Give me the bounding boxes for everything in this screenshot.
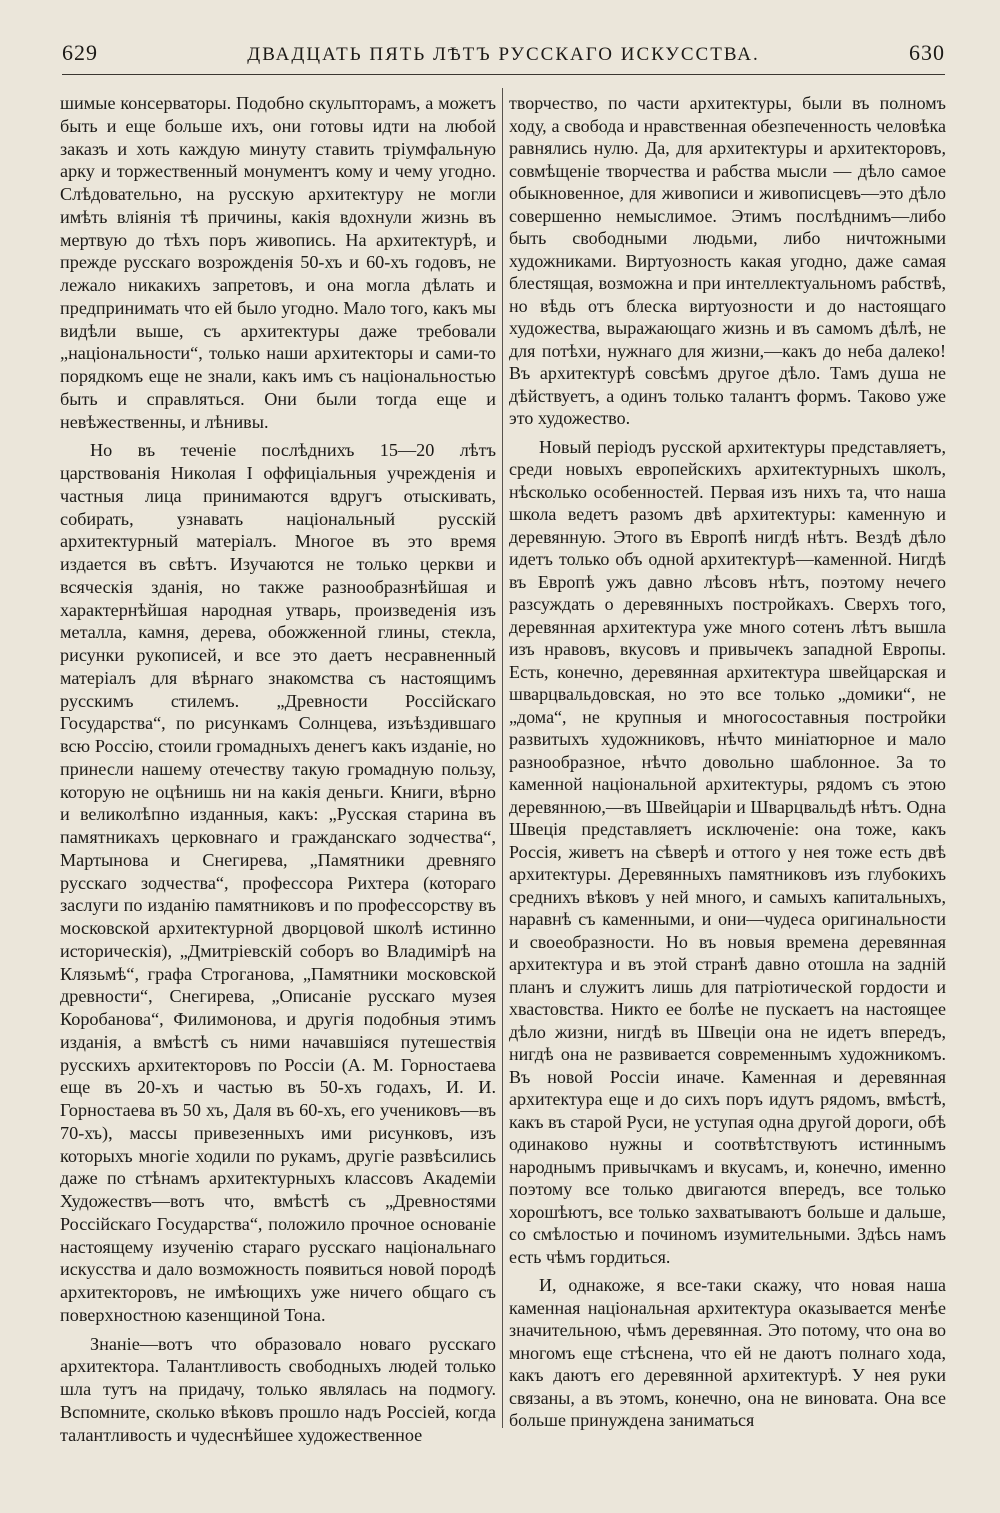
page-number-right: 630 (909, 40, 945, 65)
left-paragraph-2: Но въ теченіе послѣднихъ 15—20 лѣтъ царствованія Николая I оффиціальныя учрежденія и частныя лица принимаются вдругъ отыскивать, собирать, узнавать національный русскій архитектурный матеріалъ. Многое въ это время издается въ свѣтъ. Изучаются не только церкви и всяческія зданія, но также разнообразнѣйшая и характернѣйшая народная утварь, произведенія изъ металла, камня, дерева, обожженной глины, стекла, рисунки рукописей, и все это даетъ несравненный матеріалъ для вѣрнаго знакомства съ настоящимъ русскимъ стилемъ. „Древности Россійскаго Государства“, по рисункамъ Солнцева, изъѣздившаго всю Россію, стоили громадныхъ денегъ какъ изданіе, но принесли нашему отечеству такую громадную пользу, которую не оцѣнишь ни на какія деньги. Книги, вѣрно и великолѣпно изданныя, какъ: „Русская старина въ памятникахъ церковнаго и гражданскаго зодчества“, Мартынова и Снегирева, „Памятники древняго русскаго зодчества“, профессора Рихтера (котораго заслуги по изданію памятниковъ и по профессорству въ московской архитектурной дворцовой школѣ истинно историческія), „Дмитріевскій соборъ во Владимірѣ на Клязьмѣ“, графа Строганова, „Памятники московской древности“, Снегирева, „Описаніе русскаго музея Коробанова“, Филимонова, и другія подобныя этимъ изданія, а вмѣстѣ съ ними начавшіяся путешествія русскихъ архитекторовъ по Россіи (А. М. Горностаева еще въ 20-хъ и частью въ 50-хъ годахъ, И. И. Горностаева въ 50 хъ, Даля въ 60-хъ, его учениковъ—въ 70-хъ), массы привезенныхъ ими рисунковъ, изъ которыхъ многіе ходили по рукамъ, другіе развѣсились даже по стѣнамъ архитектурныхъ классовъ Академіи Художествъ—вотъ что, вмѣстѣ съ „Древностями Россійскаго Государства“, положило прочное основаніе настоящему изученію стараго русскаго національнаго искусства и дало возможность появиться новой породѣ архитекторовъ, не имѣющихъ уже ничего общаго съ поверхностною казенщиной Тона. (60, 440, 496, 1325)
column-divider (502, 88, 503, 1428)
left-paragraph-1: шимые консерваторы. Подобно скульпторамъ, а можетъ быть и еще больше ихъ, они готовы идти на любой заказъ и хоть каждую минуту ставить тріумфальную арку и торжественный монументъ кому и чему угодно. Слѣдовательно, на русскую архитектуру не могли имѣть вліянія тѣ причины, какія вдохнули жизнь въ мертвую до тѣхъ поръ живопись. На архитектурѣ, и прежде русскаго возрожденія 50-хъ и 60-хъ годовъ, не лежало никакихъ запретовъ, и она могла дѣлать и предпринимать что ей было угодно. Мало того, какъ мы видѣли выше, съ архитектуры даже требовали „національности“, только наши архитекторы и сами-то порядкомъ еще не знали, какъ имъ съ національностью быть и справляться. Они были тогда еще и невѣжественны, и лѣнивы. (60, 93, 496, 432)
right-paragraph-1: творчество, по части архитектуры, были въ полномъ ходу, а свобода и нравственная обезпеченность человѣка равнялись нулю. Да, для архитектуры и архитекторовъ, совмѣщеніе творчества и рабства мысли — дѣло самое обыкновенное, для живописи и живописцевъ—это дѣло совершенно немыслимое. Этимъ послѣднимъ—либо быть свободными людьми, либо ничтожными художниками. Виртуозность какая угодно, даже самая блестящая, возможна и при интеллектуальномъ рабствѣ, но вѣдь отъ блеска виртуозности и до настоящаго художества, выражающаго жизнь и въ самомъ дѣлѣ, не для потѣхи, нужнаго для жизни,—какъ до неба далеко! Въ архитектурѣ совсѣмъ другое дѣло. Тамъ душа не дѣйствуетъ, а одинъ только талантъ формъ. Таково уже это художество. (509, 93, 946, 428)
page-header (62, 38, 945, 75)
left-column (60, 92, 496, 1452)
right-paragraph-2: Новый періодъ русской архитектуры представляетъ, среди новыхъ европейскихъ архитектурныхъ школъ, нѣсколько особенностей. Первая изъ нихъ та, что наша школа ведетъ разомъ двѣ архитектуры: каменную и деревянную. Этого въ Европѣ нигдѣ нѣтъ. Вездѣ дѣло идетъ только объ одной архитектурѣ—каменной. Нигдѣ въ Европѣ ужъ давно лѣсовъ нѣтъ, поэтому нечего разсуждать о деревянныхъ постройкахъ. Сверхъ того, деревянная архитектура уже много сотенъ лѣтъ вышла изъ нравовъ, вкусовъ и привычекъ западной Европы. Есть, конечно, деревянная архитектура швейцарская и шварцвальдовская, но это все только „домики“, не „дома“, не крупныя и многосоставныя постройки развитыхъ художниковъ, нѣчто миніатюрное и мало разнообразное, нѣчто довольно шаблонное. За то каменной національной архитектуры, рядомъ съ этою деревянною,—въ Швейцаріи и Шварцвальдѣ нѣтъ. Одна Швеція представляетъ исключеніе: она тоже, какъ Россія, живетъ на сѣверѣ и оттого у нея тоже есть двѣ архитектуры. Деревянныхъ памятниковъ изъ глубокихъ среднихъ вѣковъ у ней много, и самыхъ капитальныхъ, наравнѣ съ каменными, и они—чудеса оригинальности и своеобразности. Но въ новыя времена деревянная архитектура и въ этой странѣ давно отошла на задній планъ и служитъ лишь для патріотической гордости и хвастовства. Никто ее болѣе не пускаетъ на настоящее дѣло жизни, нигдѣ въ Швеціи она не идетъ впередъ, нигдѣ она не развивается современнымъ художникомъ. Въ новой Россіи иначе. Каменная и деревянная архитектура еще и до сихъ поръ идутъ рядомъ, вмѣстѣ, какъ въ старой Руси, не уступая одна другой дороги, обѣ одинаково нужны и соотвѣтствуютъ истиннымъ народнымъ привычкамъ и вкусамъ, и, конечно, именно поэтому все только двигаются впередъ, все только хорошѣютъ, все только захватываютъ больше и дальше, со смѣлостью и починомъ изумительными. Здѣсь намъ есть чѣмъ гордиться. (509, 436, 946, 1267)
right-column (509, 92, 946, 1452)
page-number-left: 629 (62, 40, 98, 65)
left-paragraph-3: Знаніе—вотъ что образовало новаго русскаго архитектора. Талантливость свободныхъ людей только шла тутъ на придачу, только являлась на подмогу. Вспомните, сколько вѣковъ прошло надъ Россіей, когда талантливость и чудеснѣйшее художественное (60, 1333, 496, 1445)
right-paragraph-3: И, однакоже, я все-таки скажу, что новая наша каменная національная архитектура оказывается менѣе значительною, чѣмъ деревянная. Это потому, что она во многомъ еще стѣснена, что ей не даютъ полнаго хода, какъ даютъ его деревянной архитектурѣ. У нея руки связаны, а въ этомъ, конечно, она не виновата. Она все больше принуждена заниматься (509, 1275, 946, 1430)
running-title: ДВАДЦАТЬ ПЯТЬ ЛѢТЪ РУССКАГО ИСКУССТВА. (247, 44, 760, 65)
